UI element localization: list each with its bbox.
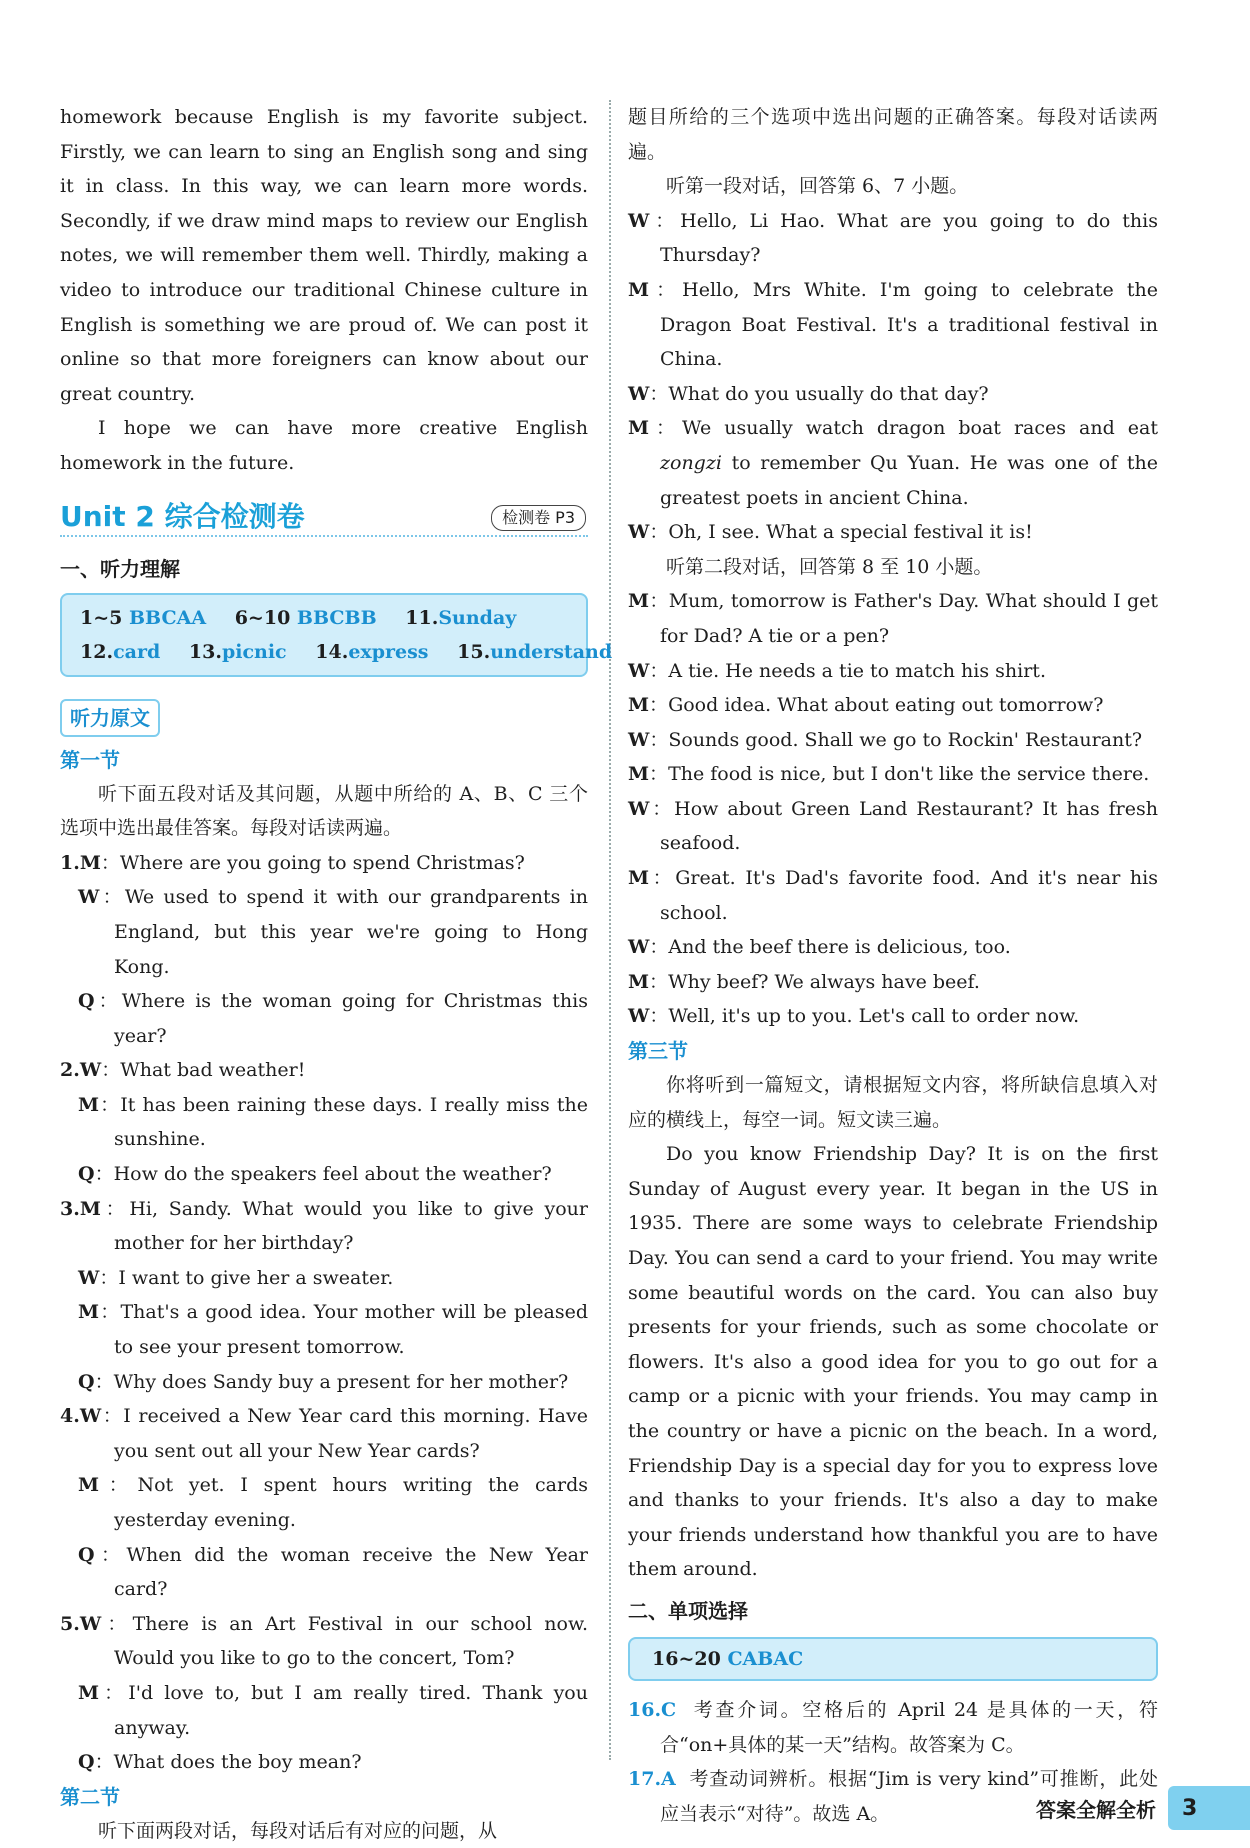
dialogue-line: W：How about Green Land Restaurant? It has fresh seafood. [628,797,1158,855]
unit-header [60,485,588,545]
unit-underline [60,535,588,537]
column-divider [609,100,611,1760]
dialogue-line: Q：How do the speakers feel about the weather? [78,1163,552,1186]
section2-title: 二、单项选择 [628,1598,748,1623]
dialogue-line: W：A tie. He needs a tie to match his shirt. [628,659,1046,682]
part2-title: 第二节 [60,1784,120,1809]
section1-title: 一、听力理解 [60,556,180,581]
answers-row-1: 1~5 BBCAA 6~10 BBCBB 11.Sunday [80,606,517,629]
dialogue-line: 5.W：There is an Art Festival in our school now. Would you like to go to the concert, Tom? [60,1612,588,1670]
dialogue2 [628,584,1158,1034]
dialogue-line: W：Oh, I see. What a special festival it is! [628,521,1033,544]
dialogue-line: Q：Why does Sandy buy a present for her mother? [78,1370,569,1393]
part3-title: 第三节 [628,1039,688,1064]
dialogue-line: W：Well, it's up to you. Let's call to order now. [628,1005,1080,1028]
dialogue-line: M：I'd love to, but I am really tired. Thank you anyway. [78,1681,588,1739]
dialogue1-intro: 听第一段对话，回答第 6、7 小题。 [666,175,969,198]
part1-title: 第一节 [60,747,120,772]
dialogue-line: M：Great. It's Dad's favorite food. And it's near his school. [628,867,1158,924]
dialogue-line: W：And the beef there is delicious, too. [628,936,1011,959]
dialogue-line: M：It has been raining these days. I really miss the sunshine. [78,1093,588,1151]
dialogue-line: 2.W：What bad weather! [60,1059,306,1082]
dialogue1 [628,204,1158,550]
dialogue-line: 4.W：I received a New Year card this morning. Have you sent out all your New Year cards? [60,1405,588,1462]
part3-instructions: 你将听到一篇短文，请根据短文内容，将所缺信息填入对应的横线上，每空一词。短文读三遍。 [628,1074,1158,1131]
dialogue2-intro: 听第二段对话，回答第 8 至 10 小题。 [666,555,993,578]
part1-instructions: 听下面五段对话及其问题，从题中所给的 A、B、C 三个选项中选出最佳答案。每段对话读两遍。 [60,782,588,840]
dialogue-line: M：That's a good idea. Your mother will be pleased to see your present tomorrow. [78,1301,588,1359]
dialogue-line: M：Not yet. I spent hours writing the cards yesterday evening. [78,1474,588,1531]
dialogue-line: M：Mum, tomorrow is Father's Day. What should I get for Dad? A tie or a pen? [628,590,1158,647]
dialogue-line: 3.M：Hi, Sandy. What would you like to give your mother for her birthday? [60,1197,588,1255]
page-footer [1036,1786,1250,1830]
dialogue-line: W：What do you usually do that day? [628,382,989,405]
dialogue-line: M：Why beef? We always have beef. [628,970,980,993]
mc-range: 16~20 [652,1647,721,1670]
dialogue-line: M：We usually watch dragon boat races and eat zongzi to remember Qu Yuan. He was one of the greatest poets in ancient China. [628,417,1158,509]
dialogue-line: M：Hello, Mrs White. I'm going to celebrate the Dragon Boat Festival. It's a traditional festival in China. [628,278,1158,371]
answers-row-2: 12.card 13.picnic 14.express 15.understand [80,640,613,663]
explanation-17: 17.A 考查动词辨析。根据“Jim is very kind”可推断，此处应当表示“对待”。故选 A。 [628,1768,1158,1825]
left-column [60,100,613,1848]
dialogue-line: Q：Where is the woman going for Christmas this year? [78,990,588,1047]
unit-tag: 检测卷 P3 [491,505,586,531]
dialogue-line: W：Sounds good. Shall we go to Rockin' Restaurant? [628,728,1143,751]
passage: Do you know Friendship Day? It is on the first Sunday of August every year. It began in the US in 1935. There are some ways to celebrate Friendship Day. You can send a card to your friend. You may write some beautiful words on the card. You can also buy presents for your friends, such as some chocolate or flowers. It's also a good idea for you to go out for a camp or a picnic with your friends. You may camp in the country or have a picnic on the beach. In a word, Friendship Day is a special day for you to express love and thanks to your friends. It's also a day to make your friends understand how thankful you are to have them around. [628,1143,1158,1581]
part2-instructions-start: 听下面两段对话，每段对话后有对应的问题，从 [98,1819,498,1842]
mc-answer-bar [628,1637,1158,1681]
transcript-label: 听力原文 [60,699,160,737]
unit-title: Unit 2 综合检测卷 [60,499,305,533]
closing-paragraph: I hope we can have more creative English homework in the future. [60,417,588,474]
mc-answers: CABAC [727,1647,804,1670]
dialogue-line: W：Hello, Li Hao. What are you going to do this Thursday? [628,209,1158,267]
dialogue-line: Q：What does the boy mean? [78,1751,362,1774]
explanation-16: 16.C 考查介词。空格后的 April 24 是具体的一天，符合“on+具体的某一天”结构。故答案为 C。 [628,1698,1158,1756]
dialogue-line: M：Good idea. What about eating out tomorrow? [628,694,1104,717]
listening-answer-box [60,593,613,677]
dialogue-line: 1.M：Where are you going to spend Christmas? [60,851,525,874]
intro-paragraph: homework because English is my favorite subject. Firstly, we can learn to sing an English song and sing it in class. In this way, we can learn more words. Secondly, if we draw mind maps to review our English notes, we will remember them well. Thirdly, making a video to introduce our traditional Chinese culture in English is something we are proud of. We can post it online so that more foreigners can know about our great country. [60,106,588,405]
right-column [628,100,1158,1831]
dialogue-line: W：We used to spend it with our grandparents in England, but this year we're going to Hong Kong. [78,886,588,978]
footer-label: 答案全解全析 [1036,1797,1156,1822]
page-number: 3 [1168,1786,1250,1830]
dialogue-line: M：The food is nice, but I don't like the service there. [628,763,1150,786]
dialogue-line: W：I want to give her a sweater. [78,1266,394,1289]
dialogue-line: Q：When did the woman receive the New Year card? [78,1543,588,1601]
part2-instructions-end: 题目所给的三个选项中选出问题的正确答案。每段对话读两遍。 [628,106,1158,163]
dialogue-list [60,846,588,1780]
